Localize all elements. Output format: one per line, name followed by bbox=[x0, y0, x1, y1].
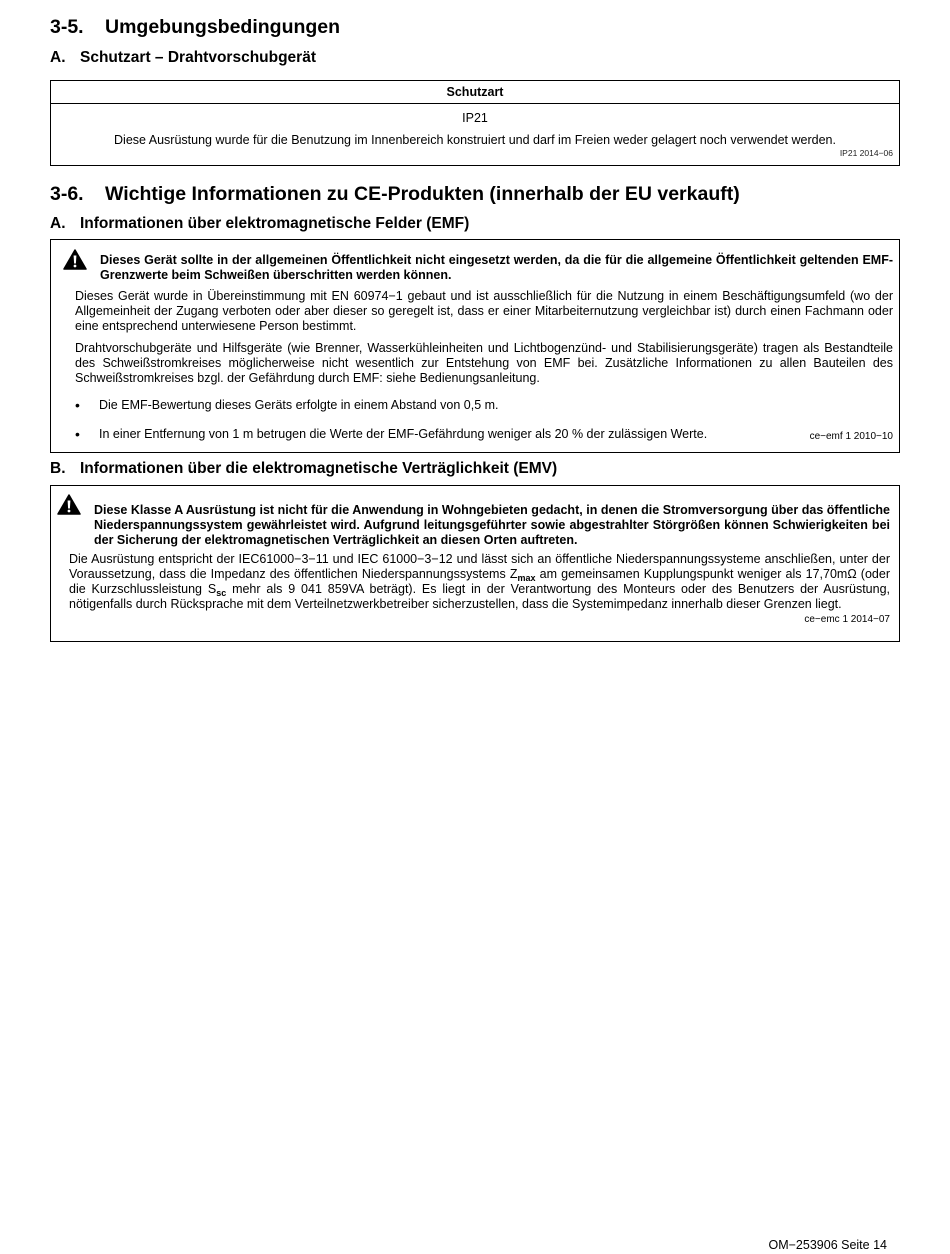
table-value: IP21 bbox=[462, 111, 488, 125]
emv-warning-text: Diese Klasse A Ausrüstung ist nicht für die Anwendung in Wohngebieten gedacht, in denen die Stromversorgung über das öffentliche Niederspannungssystem gewährleistet wird. Aufgrund leitungsgeführter sowie abgestrahlter Störgrößen können Schwierigkeiten bei der Sicherung der elektromagnetischen Verträglichkeit an diesen Orten auftreten. bbox=[94, 503, 890, 547]
s-sc-subscript: sc bbox=[216, 588, 227, 598]
subsection-letter: A. bbox=[50, 215, 66, 232]
subsection-title: Informationen über elektromagnetische Felder (EMF) bbox=[80, 215, 470, 232]
bullet-text: Die EMF-Bewertung dieses Geräts erfolgte in einem Abstand von 0,5 m. bbox=[99, 398, 499, 412]
table-ref: IP21 2014−06 bbox=[839, 148, 893, 158]
z-max-subscript: max bbox=[517, 573, 536, 583]
emf-bullet-2 bbox=[75, 427, 893, 444]
emf-paragraph-2: Drahtvorschubgeräte und Hilfsgeräte (wie Brenner, Wasserkühleinheiten und Lichtbogenzünd- und Stabilisierungsgeräte) tragen als Bestandteile des Schweißstromkreises möglicherweise nicht wesentlich zur Entstehung von EMF bei. Zusätzliche Informationen zu allen Bauteilen des Schweißstromkreises bzgl. der Gefährdung durch EMF: siehe Bedienungsanleitung. bbox=[75, 341, 893, 385]
schutzart-table bbox=[50, 80, 900, 166]
subsection-heading-emv bbox=[50, 460, 557, 478]
warning-triangle-icon bbox=[57, 494, 81, 516]
emv-paragraph-part-b: am gemeinsamen Kupplungspunkt weniger als 17,70mΩ (oder die Kurzschlussleistung S bbox=[69, 567, 890, 596]
emf-warning bbox=[63, 249, 893, 283]
table-text: Diese Ausrüstung wurde für die Benutzung im Innenbereich konstruiert und darf im Freien weder gelagert noch verwendet werden. bbox=[114, 133, 836, 147]
table-body bbox=[51, 104, 899, 158]
subsection-title: Schutzart – Drahtvorschubgerät bbox=[80, 49, 316, 66]
emv-warning bbox=[57, 494, 890, 548]
section-title: Umgebungsbedingungen bbox=[105, 16, 341, 38]
subsection-heading-emf bbox=[50, 215, 469, 233]
bullet-dot: • bbox=[75, 426, 80, 442]
page-footer: OM−253906 Seite 14 bbox=[768, 1238, 887, 1252]
subsection-title: Informationen über die elektromagnetische Verträglichkeit (EMV) bbox=[80, 460, 558, 477]
emv-paragraph bbox=[69, 552, 890, 612]
emf-bullet-1 bbox=[75, 398, 893, 413]
emv-box bbox=[50, 485, 900, 642]
subsection-letter: A. bbox=[50, 49, 66, 66]
bullet-dot: • bbox=[75, 397, 80, 413]
emf-warning-text: Dieses Gerät sollte in der allgemeinen Öffentlichkeit nicht eingesetzt werden, da die für die allgemeine Öffentlichkeit geltenden EMF-Grenzwerte beim Schweißen überschritten werden können. bbox=[100, 253, 893, 282]
emv-paragraph-part-a: Die Ausrüstung entspricht der IEC61000−3−11 und IEC 61000−3−12 und lässt sich an öffentliche Niederspannungssysteme anschließen, unter der Voraussetzung, dass die Impedanz des öffentlichen Niederspannungssystems Z bbox=[69, 552, 890, 581]
emf-box bbox=[50, 239, 900, 453]
bullet-text: In einer Entfernung von 1 m betrugen die Werte der EMF-Gefährdung weniger als 20 % der zulässigen Werte. bbox=[99, 427, 708, 441]
emv-paragraph-part-c: mehr als 9 041 859VA beträgt). Es liegt in der Verantwortung des Monteurs oder des Benutzers der Ausrüstung, nötigenfalls durch Rücksprache mit dem Verteilnetzwerkbetreiber sicherzustellen, dass die Systemimpedanz innerhalb dieser Grenzen liegt. bbox=[69, 582, 890, 611]
subsection-letter: B. bbox=[50, 460, 66, 477]
emf-paragraph-1: Dieses Gerät wurde in Übereinstimmung mit EN 60974−1 gebaut und ist ausschließlich für die Nutzung in einem Beschäftigungsumfeld (wo der Allgemeinheit der Zugang verboten oder aber dieser so geregelt ist, dass er einer Mitarbeiternutzung vergleichbar ist) durch einen Fachmann oder eine entsprechend unterwiesene Person bestimmt. bbox=[75, 289, 893, 333]
section-heading-3-5 bbox=[50, 16, 340, 39]
emf-ref: ce−emf 1 2010−10 bbox=[809, 431, 893, 442]
section-number: 3-5. bbox=[50, 16, 84, 38]
table-header: Schutzart bbox=[51, 81, 899, 104]
section-number: 3-6. bbox=[50, 183, 84, 205]
section-title: Wichtige Informationen zu CE-Produkten (innerhalb der EU verkauft) bbox=[105, 183, 740, 205]
section-heading-3-6 bbox=[50, 183, 740, 206]
subsection-heading-schutzart bbox=[50, 49, 316, 67]
emv-ref: ce−emc 1 2014−07 bbox=[804, 614, 890, 625]
warning-triangle-icon bbox=[63, 249, 87, 271]
